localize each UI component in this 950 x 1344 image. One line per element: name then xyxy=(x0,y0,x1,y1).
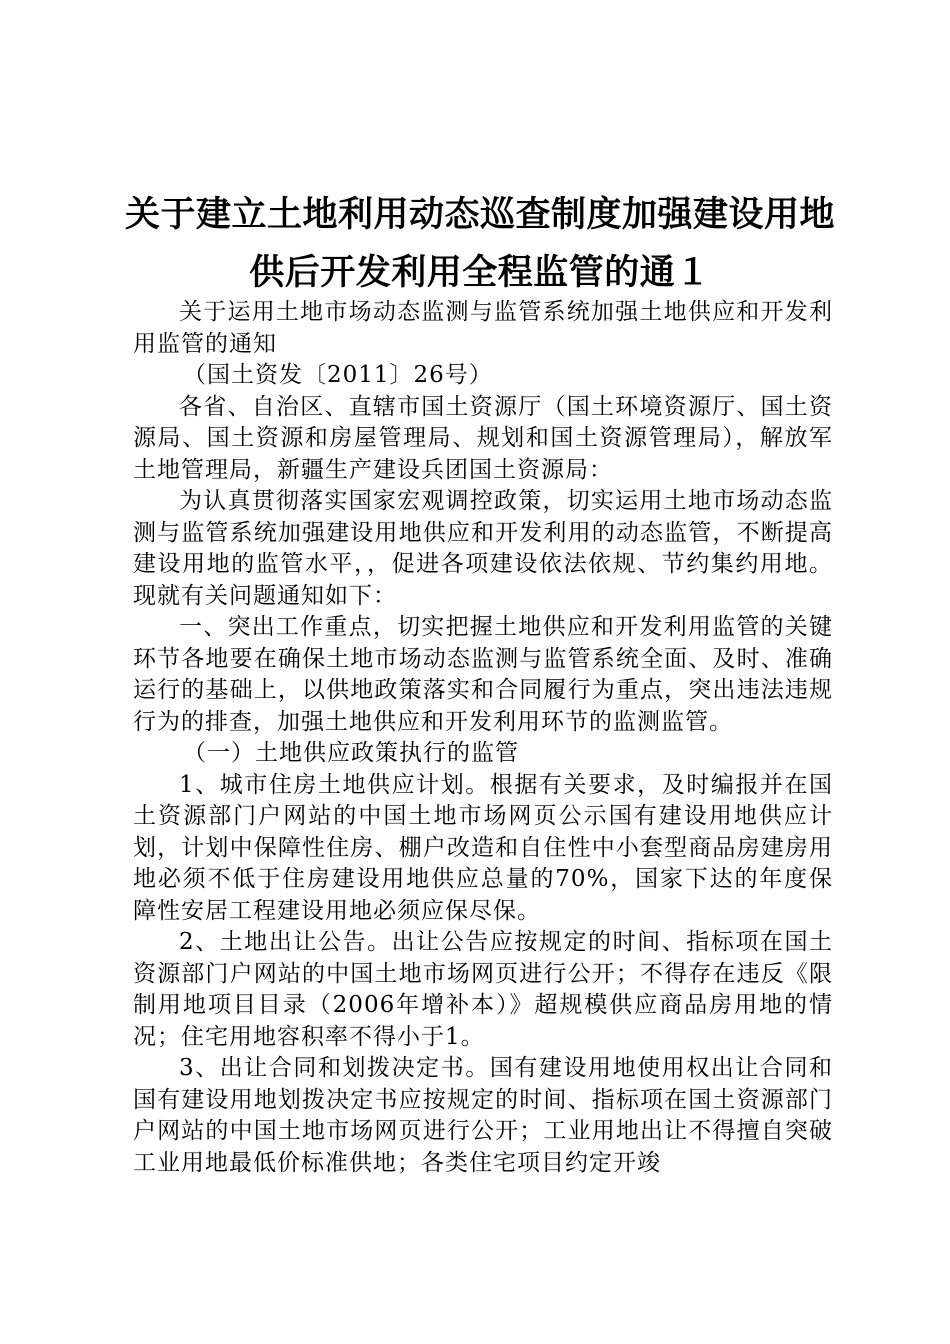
list-item-paragraph: 1、城市住房土地供应计划。根据有关要求，及时编报并在国土资源部门户网站的中国土地市场网页公示国有建设用地供应计划，计划中保障性住房、棚户改造和自住性中小套型商品房建房用地必须不低于住房建设用地供应总量的70%，国家下达的年度保障性安居工程建设用地必须应保尽保。 xyxy=(133,771,833,924)
title-line-1: 关于建立土地利用动态巡查制度加强建设用地 xyxy=(124,195,835,235)
list-item-paragraph: 3、出让合同和划拨决定书。国有建设用地使用权出让合同和国有建设用地划拨决定书应按规定的时间、指标项在国土资源部门户网站的中国土地市场网页进行公开；工业用地出让不得擅自突破工业用地最低价标准供地；各类住宅项目约定开竣 xyxy=(133,1055,833,1176)
body-paragraph: 为认真贯彻落实国家宏观调控政策，切实运用土地市场动态监测与监管系统加强建设用地供应和开发利用的动态监管，不断提高建设用地的监管水平，，促进各项建设依法依规、节约集约用地。现就有关问题通知如下： xyxy=(133,488,833,609)
subsection-heading: （一）土地供应政策执行的监管 xyxy=(183,740,519,766)
document-title xyxy=(110,186,850,302)
notice-subtitle: 关于运用土地市场动态监测与监管系统加强土地供应和开发利用监管的通知 xyxy=(133,299,833,357)
title-line-2: 供后开发利用全程监管的通１ xyxy=(249,253,711,293)
document-number: （国土资发〔2011〕26号） xyxy=(183,362,493,388)
addressee-paragraph: 各省、自治区、直辖市国土资源厅（国土环境资源厅、国土资源局、国土资源和房屋管理局、规划和国土资源管理局），解放军土地管理局，新疆生产建设兵团国土资源局： xyxy=(133,393,833,483)
document-body xyxy=(133,297,833,1179)
list-item-paragraph: 2、土地出让公告。出让公告应按规定的时间、指标项在国土资源部门户网站的中国土地市场网页进行公开；不得存在违反《限制用地项目目录（2006年增补本）》超规模供应商品房用地的情况；住宅用地容积率不得小于1。 xyxy=(133,929,833,1050)
section-heading-paragraph: 一、突出工作重点，切实把握土地供应和开发利用监管的关键环节各地要在确保土地市场动态监测与监管系统全面、及时、准确运行的基础上，以供地政策落实和合同履行为重点，突出违法违规行为的排查，加强土地供应和开发利用环节的监测监管。 xyxy=(133,614,833,735)
